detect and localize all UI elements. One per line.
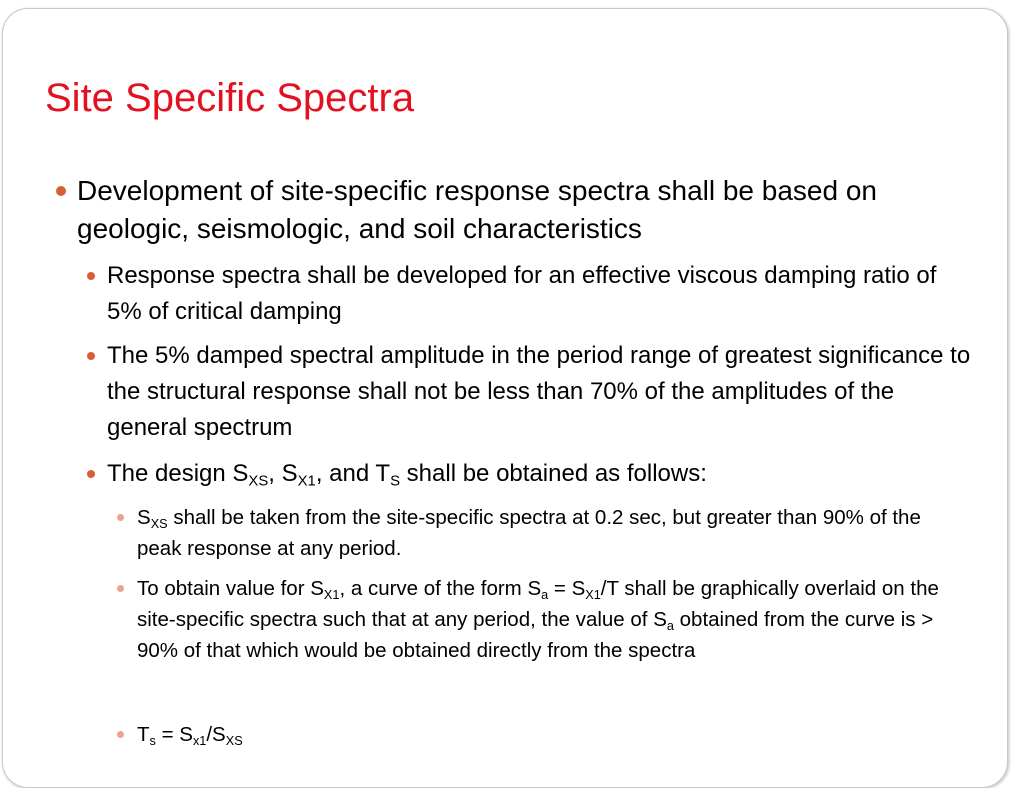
- bullet-text: Development of site-specific response spectra shall be based on geologic, seismologic, and soil characteristics: [77, 175, 877, 244]
- bullet-text: To obtain value for $S_{X1}$, a curve of the form $S_a = S_{X1}/T$ shall be graphically overlaid on the site-specific spectra such that at any period, the value of $S_a$ obtained from the curve is > 90% of that which would be obtained directly from the spectra: [137, 577, 939, 662]
- bullet-text: Response spectra shall be developed for an effective viscous damping ratio of 5% of critical damping: [107, 262, 937, 325]
- bullet-dot-icon: [117, 731, 124, 738]
- bullet-dot-icon: [87, 352, 95, 360]
- slide-title: Site Specific Spectra: [45, 76, 415, 120]
- bullet-dot-icon: [87, 272, 95, 280]
- bullet-dot-icon: [87, 470, 95, 478]
- bullet-text: $S_{XS}$ shall be taken from the site-specific spectra at 0.2 sec, but greater than 90% of the peak response at any period.: [137, 506, 921, 560]
- bullet-level3: [137, 573, 967, 666]
- bullet-dot-icon: [117, 585, 124, 592]
- bullet-level2: [107, 338, 977, 446]
- bullet-level2: [107, 258, 977, 330]
- bullet-level2: [107, 456, 977, 492]
- bullet-text: The 5% damped spectral amplitude in the period range of greatest significance to the structural response shall not be less than 70% of the amplitudes of the general spectrum: [107, 342, 971, 441]
- bullet-level3: [137, 719, 967, 750]
- bullet-dot-icon: [56, 186, 66, 196]
- bullet-text: The design $S_{XS}$, $S_{X1}$, and $T_S$ shall be obtained as follows:: [107, 460, 707, 490]
- bullet-dot-icon: [117, 514, 124, 521]
- bullet-text: $T_s = S_{x1}/S_{XS}$: [137, 723, 243, 748]
- bullet-level3: [137, 502, 967, 564]
- bullet-level1: [77, 172, 937, 248]
